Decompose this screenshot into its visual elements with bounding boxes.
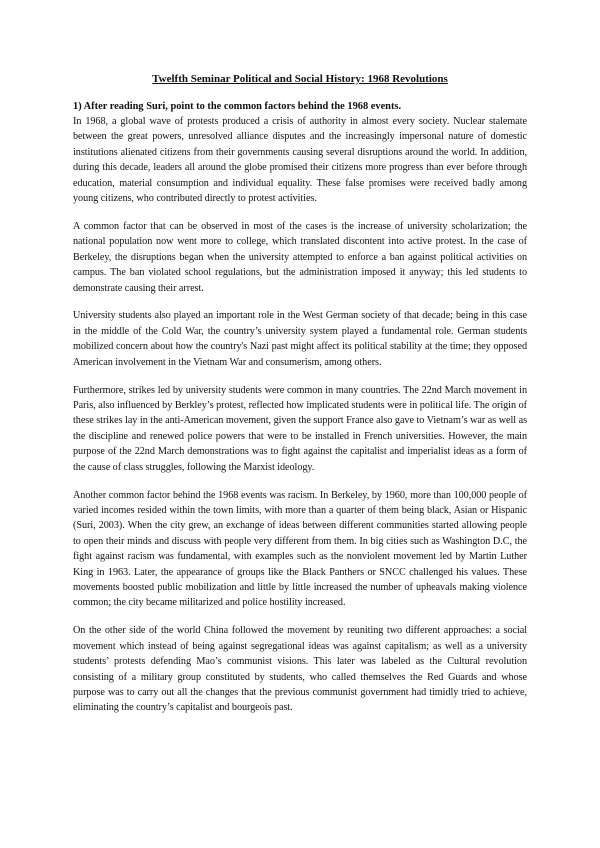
paragraph-scholarization: A common factor that can be observed in most of the cases is the increase of university scholarization; the national population now went more to college, which translated discontent into active protest. In the case of Berkeley, the disruptions began when the university attempted to enforce a ban against political activities on campus. The ban violated school regulations, but the administration imposed it anyway; this led students to demonstrate causing their arrest. (73, 220, 527, 294)
document-body (73, 72, 527, 728)
paragraph-china: On the other side of the world China followed the movement by reuniting two different approaches: a social movement which instead of being against segregational ideas was against capitalism; as well as a university students’ protests defending Mao’s communist visions. This later was labeled as the Cultural revolution consisting of a military group constituted by students, who called themselves the Red Guards and whose purpose was to carry out all the changes that the previous communist government had timidly tried to achieve, eliminating the country’s capitalist and bourgeois past. (73, 625, 527, 714)
question-heading: 1) After reading Suri, point to the common factors behind the 1968 events. (73, 101, 402, 112)
paragraph-racism: Another common factor behind the 1968 events was racism. In Berkeley, by 1960, more than 100,000 people of varied incomes resided within the town limits, with more than a quarter of them being black, Asian or Hispanic (Suri, 2003). When the city grew, an exchange of ideas between different communities started allowing people to open their minds and discuss with people very different from them. In big cities such as Washington D.C, the fight against racism was fundamental, with examples such as the nonviolent movement led by Martin Luther King in 1963. Later, the appearance of groups like the Black Panthers or SNCC challenged his values. These movements boosted public mobilization and little by little increased the number of upheavals making violence common; the city became militarized and police hostility increased. (73, 489, 527, 609)
paragraph-west-germany: University students also played an important role in the West German society of that decade; being in this case in the middle of the Cold War, the country’s university system played a fundamental role. German students mobilized concern about how the country's Nazi past might affect its political stability at the time; they opposed American involvement in the Vietnam War and consumerism, among others. (73, 310, 527, 368)
document-title: Twelfth Seminar Political and Social History: 1968 Revolutions (152, 73, 448, 85)
paragraph-paris-strikes: Furthermore, strikes led by university students were common in many countries. The 22nd March movement in Paris, also influenced by Berkley’s protest, reflected how implicated students were in political life. The origin of these strikes lay in the anti-American movement, given the support France also gave to Vietnam’s war as well as the discipline and renewed police powers that were to be installed in French universities. However, the main purpose of the 22nd March demonstrations was to fight against the capitalist and imperialist ideas as a form of the cause of class struggles, following the Marxist ideology. (73, 384, 527, 473)
paragraph-intro: In 1968, a global wave of protests produced a crisis of authority in almost every society. Nuclear stalemate between the great powers, unresolved alliance disputes and the increasingly impersonal nature of domestic institutions alienated citizens from their governments causing several disruptions around the world. In addition, during this decade, leaders all around the globe promised their citizens more progress than ever before through education, material consumption and individual equality. These false promises were received badly among young citizens, who contributed directly to protest activities. (73, 116, 527, 205)
